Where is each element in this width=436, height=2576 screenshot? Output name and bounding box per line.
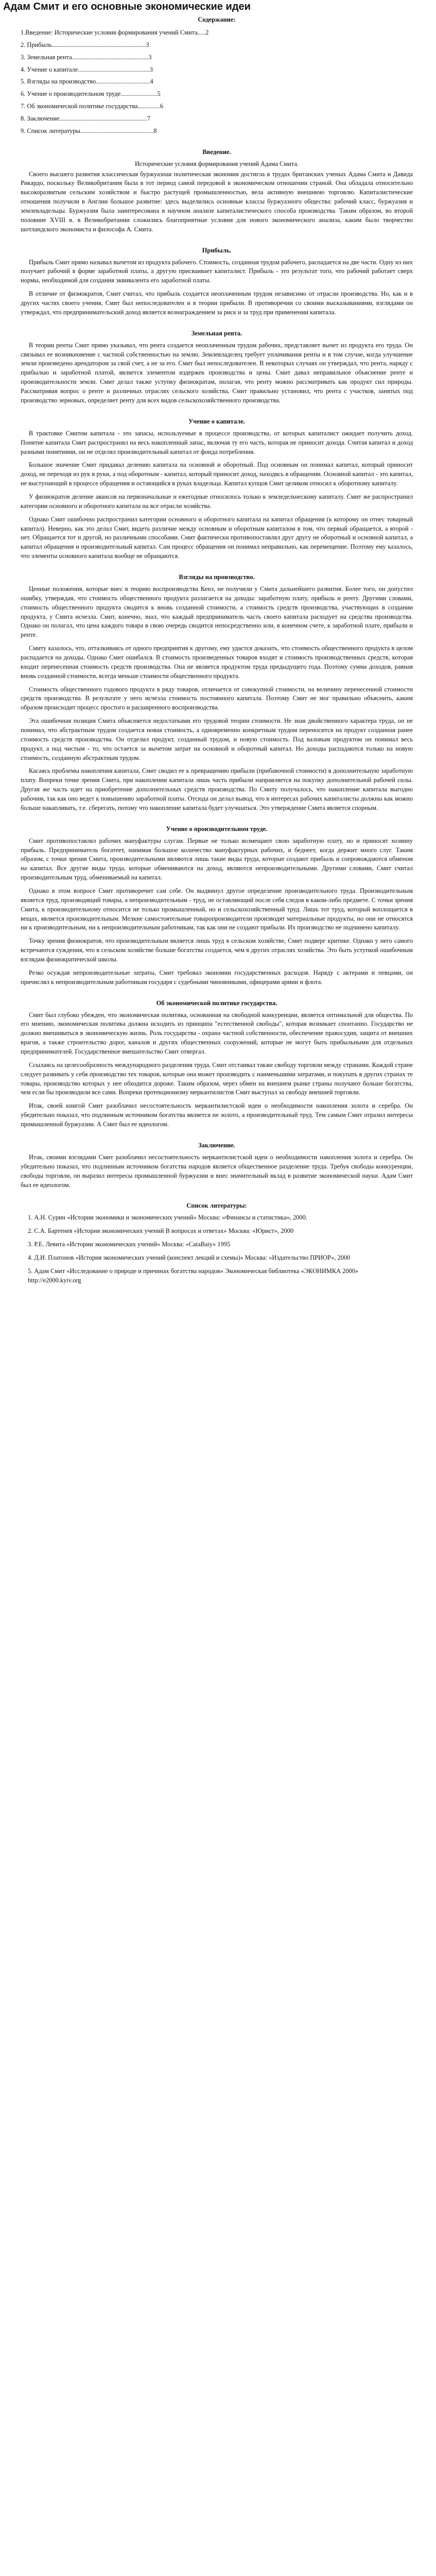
paragraph: Большое значение Смит придавал делению капитала на основной и оборотный. Под основным он понимал капитал, который приносит доход, не переходя из рук в руки, а под оборотным - капитал, который приносит доход, находясь в обращении. Основной капитал - это капитал, не выступающий в процессе обращения и остающийся в руках владельца. Капитал купцов Смит целиком относил к оборотному капиталу. [21,461,413,487]
paragraph: Эта ошибочная позиция Смита объясняется недостатками его трудовой теории стоимости. Не зная двойственного характера труда, он не понимал, что абстрактным трудом создается новая стоимость, а одновременно конкретным трудом переносится на продукт созданная ранее стоимость средств производства. Он отделил продукт, созданный трудом, и новую стоимость. Под валовым продуктом он понимал весь продукт, а под чистым - то, что остается за вычетом затрат на основной и оборотный капитал. Но доходы распадаются только на новую стоимость, созданную абстрактным трудом. [21,717,413,761]
table-of-contents [21,28,413,136]
reference-item: 2. С.А. Бартенев «История экономических учений В вопросах и ответах» Москва: «Юрист», 2000 [28,1227,294,1235]
paragraph: В трактовке Смитом капитала - это запасы, используемые в процессе производства, от которых капиталист ожидает получить доход. Понятие капитала Смит распространял на весь накопленный запас, включая ту его часть, которая не приносит дохода. Считая капитал и доход разными понятиями, он не отделял производительный капитал от фонда потребления. [21,429,413,455]
section-heading: Об экономической политике государства. [156,999,277,1007]
section-subheading: Исторические условия формирования учений Адама Смита. [134,160,299,167]
toc-item[interactable]: 9. Список литературы..............................................8 [21,127,157,134]
toc-item[interactable]: 2. Прибыль...........................................................3 [21,41,149,48]
toc-item[interactable]: 1.Введение: Исторические условия формирования учений Смита.....2 [21,29,209,36]
document-body [0,15,436,1285]
toc-item[interactable]: 3. Земельная рента................................................3 [21,53,152,61]
paragraph: В отличие от физиократов, Смит считал, что прибыль создается неоплаченным трудом независимо от отрасли производства. Но, как и в других частях своего учения, Смит был непоследователен и в теории прибыли. В противоречии со своими высказываниями, взглядами он утверждал, что предпринимательский доход является вознаграждением за риск и за труд при применении капитала. [21,290,413,316]
section-intro [21,147,413,234]
paragraph: Итак, своими взглядами Смит разоблачил несостоятельность меркантилистской идеи о необходимости накопления золота и серебра. Он убедительно показал, что подлинным источником богатства народов является общественное разделение труда. Требуя свободы конкуренции, свободы торговли, он выразил интересы промышленной буржуазии и внес значительный вклад в развитие экономической науки. Адам Смит был ее идеологом. [21,1153,413,1189]
section-heading: Прибыль. [202,246,232,254]
reference-item: 1. А.Н. Сурин «Истории экономики и экономических учений» Москва: «Финансы и статистика», 2000. [28,1214,307,1222]
section-production [21,572,413,813]
paragraph: Ценные положения, которые внес в теорию воспроизводства Кенэ, не получили у Смита дальнейшего развития. Более того, он допустил ошибку, утверждая, что стоимость общественного продукта разлагается на доходы: заработную плату, прибыль и ренту. Другими словами, стоимость общественного продукта сводится к вновь созданной стоимости, а стоимость средств производства, участвующих в создании продукта, у Смита исчезла. Смит, конечно, знал, что каждый предприниматель часть своего капитала расходует на средства производства. Однако он полагал, что цена каждого товара в свою очередь сводится непосредственно или, в конечном счете, к заработной плате, прибыли и ренте. [21,585,413,639]
section-labour [21,824,413,987]
paragraph: Однако Смит ошибочно распространил категории основного и оборотного капитала на капитал обращения (к которому он отнес товарный капитал). Неверно, как это делал Смит, видеть различие между основным и оборотным капиталом в том, что первый обращается, а второй - нет. Обращается тот и другой, но различными способами. Смит фактически противопоставлял друг другу не оборотный и основной капитал, а капитал обращения и производительный капитал. Сам процесс обращения он понимал неправильно, как перемещение. Поэтому ему казалось, что элементы основного капитала вообще не обращаются. [21,515,413,560]
toc-item[interactable]: 5. Взгляды на производство..................................4 [21,78,153,86]
section-policy [21,998,413,1129]
section-heading: Заключение. [198,1141,235,1149]
section-heading: Земельная рента. [191,329,242,337]
references-heading: Список литературы: [186,1202,247,1210]
paragraph: Смиту казалось, что, отталкиваясь от одного предприятия к другому, ему удастся доказать, что стоимость общественного продукта в целом распадается на доходы. Однако Смит ошибался. В стоимость произведенных товаров входят и стоимость производственных средств, которая входит перенесенная стоимость средств производства. Она не является продуктом труда предыдущего года. Поэтому сумма доходов, равная вновь созданной стоимости, всегда меньше стоимости общественного продукта. [21,645,413,680]
reference-item: 4. Д.И. Платонов «История экономических учений (конспект лекций и схемы)» Москва: «Издательство ПРИОР», 2000 [28,1253,351,1261]
toc-item[interactable]: 7. Об экономической политике государства..............6 [21,103,164,110]
paragraph: Смит противопоставлял рабочих мануфактуры слугам. Первые не только возмещают свою заработную плату, но и приносят хозяину прибыль. Предприниматель богатеет, нанимая большое количество мануфактурных рабочих, и беднеет, когда держит много слуг. Таким образом, с точки зрения Смита, производительными являются лишь такие виды труда, которые создают прибыль и сопровождаются обменом на капитал. Все другие виды труда, которые обмениваются на доход, являются непроизводительными. Другими словами, Смит считал производительным труд, обмениваемый на капитал. [21,837,413,882]
section-conclusion [21,1141,413,1190]
reference-item: 5. Адам Смит «Исследование о природе и причинах богатства народов» Экономическая библиотека «ЭКОНИМКА 2000» http://e2000.kyiv.org [28,1267,359,1284]
toc-heading: Содержание: [198,16,236,23]
paragraph: Однако в этом вопросе Смит противоречит сам себе. Он выдвинул другое определение производительного труда. Производительным является труд, производящий товары, а непроизводительным - труд, не оставляющий после себя следов в каком-либо предмете. С точки зрения Смита, к производительному относится не только промышленный, но и сельскохозяйственный труд. Лишь тот труд, который воплощается в вещах, является производительным. Мелкие самостоятельные товаропроизводители производят материальные продукты, но они не относятся ни к производительным, ни к непроизводительным работникам, так как они не создают прибыли. Их производство не подчинено капиталу. [21,887,413,931]
toc-item[interactable]: 4. Учение о капитале.............................................3 [21,65,153,73]
section-heading: Введение. [202,148,231,156]
paragraph: Касаясь проблемы накопления капитала, Смит сводил ее к превращению прибыли (прибавочной стоимости) в дополнительную заработную плату. Вопреки точке зрения Смита, при накоплении капитала лишь часть прибыли направляется на покупку дополнительной рабочей силы. Другая же часть идет на приобретение дополнительных средств производства. По Смиту получалось, что накопление капитала выгодно рабочим, так как оно ведет к повышению заработной платы. Отсюда он делал вывод, что в интересах рабочих капиталисты должны как можно больше накапливать, т.е. сберегать, потому что накопление капитала будет улучшаться. Это утверждение Смита является спорным. [21,767,413,811]
paragraph: Прибыль Смит прямо называл вычетом из продукта рабочего. Стоимость, созданная трудом рабочего, распадается на две части. Одну из них получает рабочий в форме заработной платы, а другую присваивает капиталист. Прибыль - это результат того, что рабочий работает сверх нормы, необходимой для создания эквивалента его заработной платы. [21,258,413,284]
paragraph: У физиократов деление авансов на первоначальные и ежегодные относилось только к земледельческому капиталу. Смит же распространил категории основного и оборотного капитала на все отрасли хозяйства. [21,493,413,510]
section-heading: Учение о производительном труде. [166,825,268,833]
section-profit [21,246,413,317]
section-capital [21,417,413,561]
document-title: Адам Смит и его основные экономические идеи [3,1,251,12]
paragraph: Своего высшего развития классическая буржуазная политическая экономия достигла в трудах британских ученых Адама Смита и Давида Рикардо, поскольку Великобритания была в тот период самой передовой в экономическом отношении страной. Она обладала относительно высокоразвитым сельским хозяйством и быстро растущей промышленностью, вела активную внешнюю торговлю. Капиталистические отношения получили в Англии большое развитие: здесь выделились основные классы буржуазного общества: рабочий класс, буржуазия и землевладельцы. Буржуазия была заинтересована в научном анализе капиталистического способа производства. Таким образом, во второй половине XVIII в. в Великобритании сложились благоприятные условия для нового экономического анализа, каким было творчество шотландского экономиста и философа А. Смита. [21,170,413,233]
paragraph: Смит был глубоко убежден, что экономическая политика, основанная на свободной конкуренции, является оптимальной для общества. По его мнению, экономическая политика должна исходить из принципа "естественной свободы", которая возникает спонтанно. Государство не должно вмешиваться в экономическую жизнь. Роль государства - охрана частной собственности, обеспечение правосудия, защита от внешних врагов, а также строительство дорог, каналов и других общественных сооружений, которые не могут быть прибыльными для отдельных предпринимателей. Государственное вмешательство Смит отвергал. [21,1011,413,1056]
section-rent [21,329,413,405]
section-heading: Учение о капитале. [188,417,246,425]
toc-item[interactable]: 6. Учение о производительном труде.......................5 [21,90,161,98]
paragraph: Точку зрения физиократов, что производительным является лишь труд в сельском хозяйстве, Смит подверг критике. Однако у него самого встречаются суждения, что в сельском хозяйстве больше богатства создается, чем в других отраслях хозяйства. Это быть уступкой ошибочным взглядам физиократической школы. [21,937,413,963]
document [0,1,436,1285]
section-heading: Взгляды на производство. [179,573,255,581]
references-list [21,1213,413,1285]
paragraph: Стоимость общественного годового продукта в ряду товаров, отличается от совокупной стоимости, на величину перенесенной стоимости средств производства. В результате у него исчезла стоимость постоянного капитала. Поэтому Смит не мог правильно объяснить, каким образом происходит процесс простого и расширенного воспроизводства. [21,685,413,711]
paragraph: Итак, своей книгой Смит разоблачил несостоятельность меркантилистской идеи о необходимости накопления золота и серебра. Он убедительно показал, что подлинным источником богатства является не золото, а производительный труд. Тем самым Смит отразил интересы промышленной буржуазии. А Смит был ее идеологом. [21,1102,413,1128]
sections-container [21,147,413,1190]
toc-item[interactable]: 8. Заключение.......................................................7 [21,115,151,123]
paragraph: Резко осуждая непроизводительные затраты, Смит требовал экономии государственных расходов. Наряду с актерами и певцами, он причислял к непроизводительным работникам государя с судебными чиновниками, офицерами армии и флота. [21,969,413,986]
paragraph: Ссылаясь на целесообразность международного разделения труда, Смит отстаивал также свободу торговли между странами. Каждой стране следует развивать у себя производство тех товаров, которые она может производить с наименьшими затратами, и покупать в других странах те товары, производство которых у нее обходится дороже. Таким образом, через обмен на внешнем рынке страны получают больше богатства, чем если бы производили все сами. Вопреки протекционизму меркантилистов Смит выступал за свободу внешней торговли. [21,1061,413,1096]
reference-item: 3. Р.Е. Левита «Истории экономических учений» Москва: «CataBaiy» 1995 [28,1241,231,1248]
paragraph: В теории ренты Смит прямо указывал, что рента создается неоплаченным трудом рабочих, представляет вычет из продукта его труда. Он связывал ее возникновение с частной собственностью на землю. Землевладелец требует уплачивания ренты и в том случае, когда улучшение земли произведено арендатором за свой счет, а не за его. Смит был непоследователен. В некоторых случаях он утверждал, что рента, наряду с прибылью и заработной платой, является элементом издержек производства и цены. Смит давал неправильное объяснение ренте и производительности земли. Смит делал также уступку физиократам, полагая, что ренту можно рассматривать как продукт сил природы. Рассматривая вопрос о ренте и различных отраслях сельского хозяйства, Смит правильно установил, что рента с участков, занятых под производство зерновых, определяет ренту для всех видов сельскохозяйственного производства. [21,341,413,404]
